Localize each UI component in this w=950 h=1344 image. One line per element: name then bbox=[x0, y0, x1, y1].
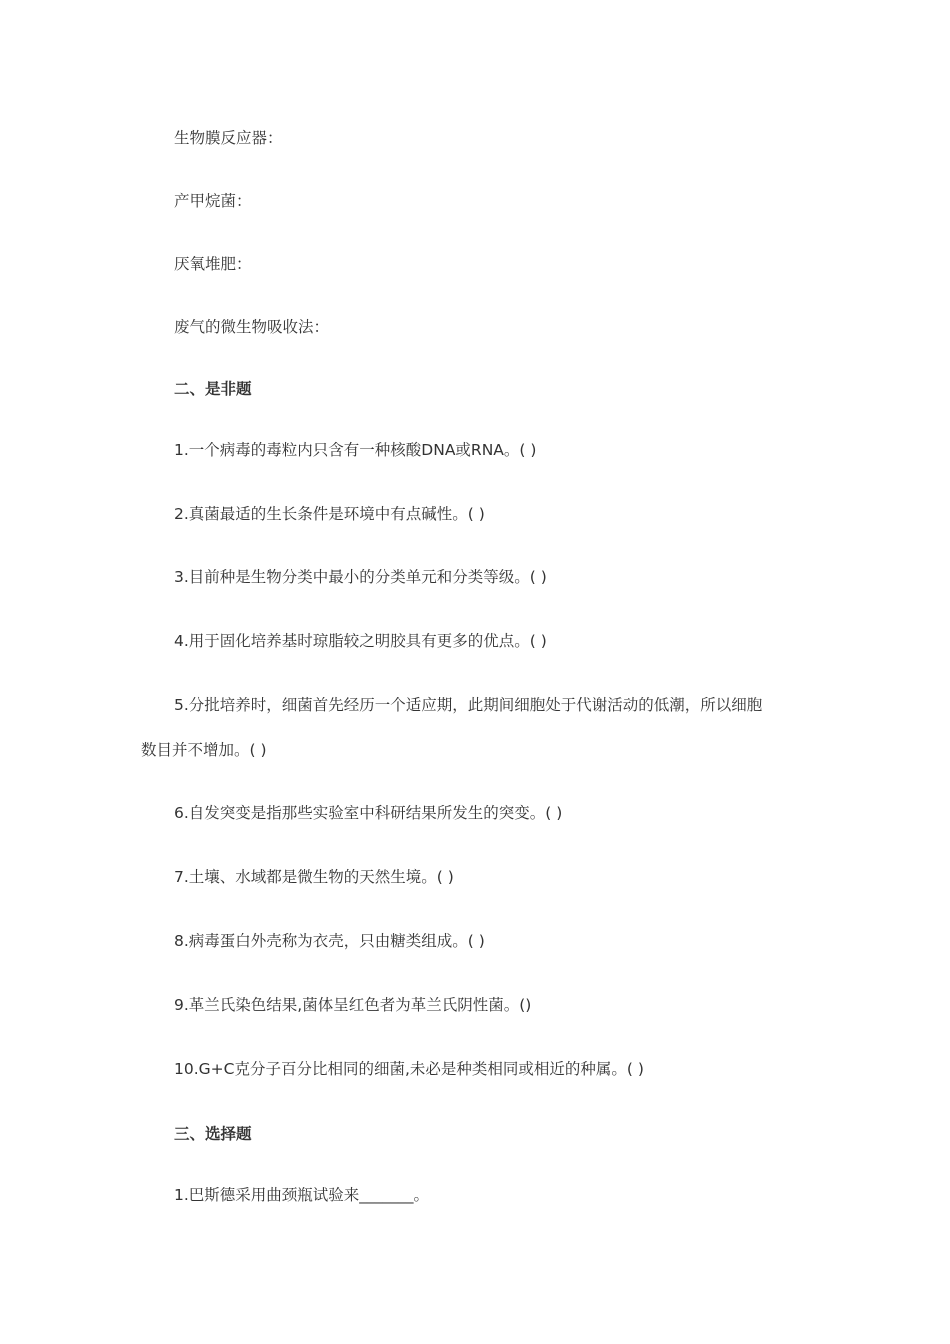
section-heading-true-false: 二、是非题 bbox=[174, 380, 252, 398]
question-item: 4.用于固化培养基时琼脂较之明胶具有更多的优点。( ) bbox=[174, 632, 547, 650]
definition-anaerobic-compost: 厌氧堆肥： bbox=[174, 255, 252, 273]
question-item: 7.土壤、水域都是微生物的天然生境。( ) bbox=[174, 868, 454, 886]
definition-biofilm-reactor: 生物膜反应器： bbox=[174, 129, 283, 147]
question-item: 9.革兰氏染色结果,菌体呈红色者为革兰氏阴性菌。() bbox=[174, 996, 532, 1014]
definition-microbial-absorption: 废气的微生物吸收法： bbox=[174, 318, 330, 336]
section-heading-multiple-choice: 三、选择题 bbox=[174, 1125, 252, 1143]
question-item-continuation: 数目并不增加。( ) bbox=[141, 741, 267, 759]
question-item: 3.目前种是生物分类中最小的分类单元和分类等级。( ) bbox=[174, 568, 547, 586]
question-item: 6.自发突变是指那些实验室中科研结果所发生的突变。( ) bbox=[174, 804, 563, 822]
question-item: 8.病毒蛋白外壳称为衣壳，只由糖类组成。( ) bbox=[174, 932, 485, 950]
definition-methanogen: 产甲烷菌： bbox=[174, 192, 252, 210]
question-item: 1.巴斯德采用曲颈瓶试验来_______。 bbox=[174, 1186, 430, 1204]
question-item: 1.一个病毒的毒粒内只含有一种核酸DNA或RNA。( ) bbox=[174, 441, 537, 459]
question-item: 10.G+C克分子百分比相同的细菌,未必是种类相同或相近的种属。( ) bbox=[174, 1060, 644, 1078]
question-item: 2.真菌最适的生长条件是环境中有点碱性。( ) bbox=[174, 505, 485, 523]
question-item: 5.分批培养时，细菌首先经历一个适应期，此期间细胞处于代谢活动的低潮，所以细胞 bbox=[174, 696, 763, 714]
